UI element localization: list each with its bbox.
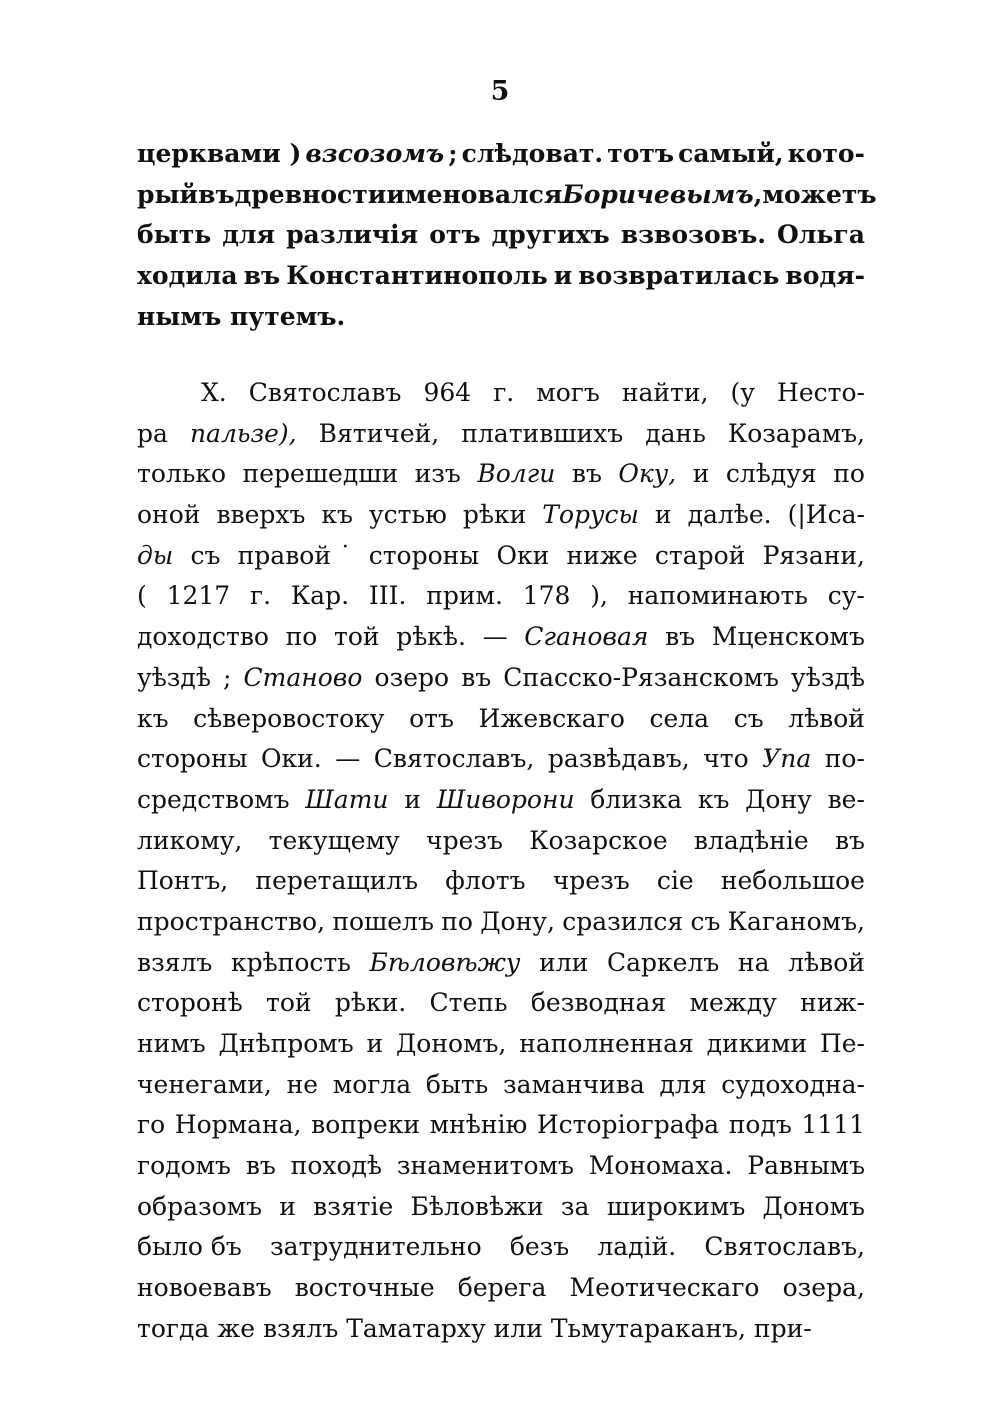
word: новоевавъ xyxy=(137,1273,272,1303)
word: быть xyxy=(137,220,212,250)
word: (|Иса- xyxy=(787,500,865,530)
word: взялъ xyxy=(262,1313,339,1343)
word: вопреки xyxy=(311,1110,421,1140)
word: съ xyxy=(190,540,221,570)
word: лѣвой xyxy=(788,703,865,733)
word: взятіе xyxy=(313,1191,394,1221)
word: подъ xyxy=(728,1110,792,1140)
word: можетъ xyxy=(762,179,877,209)
word: рѣкѣ. xyxy=(396,622,466,652)
word: 1217 xyxy=(166,581,231,611)
word: безводная xyxy=(530,988,667,1018)
word: въ xyxy=(198,179,235,209)
word: Равнымъ xyxy=(747,1151,865,1181)
word: взвозовъ. xyxy=(620,220,766,250)
text-line xyxy=(137,373,865,414)
text-line xyxy=(137,983,865,1024)
word: или xyxy=(539,947,589,977)
word: Нормана, xyxy=(174,1110,302,1140)
word: Каганомъ, xyxy=(727,906,865,936)
word: заманчива xyxy=(503,1069,645,1099)
word: Понтъ, xyxy=(137,866,229,896)
word: Оку, xyxy=(618,459,677,489)
word: ; xyxy=(223,662,232,692)
word: съ xyxy=(690,906,721,936)
text-line xyxy=(137,1227,865,1268)
word: Козарское xyxy=(529,825,668,855)
text-line xyxy=(137,902,865,943)
word: небольшое xyxy=(720,866,865,896)
text-line xyxy=(137,1187,865,1228)
word: Святославъ, xyxy=(704,1232,865,1262)
word: тогда xyxy=(137,1313,210,1343)
word: ( xyxy=(137,581,147,611)
word: и xyxy=(366,1029,384,1058)
word: берега xyxy=(457,1273,547,1303)
word: сѣверовостоку xyxy=(193,703,385,733)
word: Вятичей, xyxy=(318,418,440,448)
word: старой xyxy=(654,540,746,570)
word: Степь xyxy=(429,988,508,1018)
word: взсозомъ xyxy=(305,139,445,168)
text-line xyxy=(137,536,865,577)
text-line xyxy=(137,1024,865,1065)
word: перетащилъ xyxy=(255,866,419,896)
word: села xyxy=(649,703,710,733)
word: не xyxy=(286,1069,319,1099)
word: къ xyxy=(321,500,353,530)
word: уѣздѣ xyxy=(791,662,865,692)
word: напоминають xyxy=(627,581,808,611)
word: ликому, xyxy=(137,825,243,855)
word: Ольга xyxy=(777,220,865,250)
word: устью xyxy=(368,500,447,530)
word: широкимъ xyxy=(606,1191,746,1221)
word: съ xyxy=(733,703,764,733)
word: Дону, xyxy=(480,906,555,936)
word: между xyxy=(689,988,777,1018)
word: ды xyxy=(137,540,174,570)
word: уѣздѣ xyxy=(137,662,211,692)
word: ; xyxy=(448,139,458,168)
word: Волги xyxy=(477,459,556,489)
word: Бѣловѣжу xyxy=(369,947,521,977)
word: Саркелъ xyxy=(607,947,720,977)
word: восточные xyxy=(294,1273,435,1303)
word: флотъ xyxy=(445,866,526,896)
word: стороны xyxy=(368,540,480,570)
word: Меотическаго xyxy=(569,1273,760,1303)
word: оной xyxy=(137,500,201,530)
text-line xyxy=(137,495,865,536)
text-line xyxy=(137,1105,865,1146)
word: Шати xyxy=(305,784,389,814)
word: различія xyxy=(286,220,419,250)
word: было бъ xyxy=(137,1232,242,1262)
word: возвратилась xyxy=(578,261,780,291)
word: лѣвой xyxy=(788,947,865,977)
word: средствомъ xyxy=(137,784,290,814)
word: — xyxy=(335,744,361,774)
word: безъ xyxy=(509,1232,570,1262)
text-line xyxy=(137,1268,865,1309)
word: Дономъ xyxy=(762,1191,865,1221)
word: платившихъ xyxy=(461,418,624,448)
text-line xyxy=(137,1146,865,1187)
word: на xyxy=(737,947,770,977)
word: су- xyxy=(827,581,865,611)
word: въ xyxy=(461,662,492,692)
word: ), xyxy=(590,581,608,611)
word: Станово xyxy=(243,662,363,692)
word: — xyxy=(482,622,508,652)
word: нимъ xyxy=(137,1029,206,1058)
text-line xyxy=(137,658,865,699)
word: наполненная xyxy=(519,1029,694,1058)
word: X. xyxy=(201,378,227,407)
text-line xyxy=(137,215,865,256)
word: Святославъ, xyxy=(373,744,535,774)
word: слѣдуя xyxy=(725,459,817,489)
word: другихъ xyxy=(491,220,610,250)
word: Днѣпромъ xyxy=(218,1029,354,1058)
word: Мценскомъ xyxy=(711,622,865,652)
word: крѣпость xyxy=(230,947,351,977)
text-line xyxy=(137,1065,865,1106)
word: развѣдавъ, xyxy=(547,744,690,774)
word: перешедши xyxy=(242,459,399,489)
text-line xyxy=(137,175,877,216)
word: дань xyxy=(645,418,706,448)
word: по xyxy=(833,459,865,489)
word: пальзе), xyxy=(189,418,297,448)
word: Тьмутараканъ, xyxy=(550,1313,746,1343)
text-line xyxy=(137,454,865,495)
text-line xyxy=(137,821,865,862)
word: судоходна- xyxy=(721,1069,865,1099)
text-line xyxy=(137,780,865,821)
word: пошелъ xyxy=(332,906,434,936)
word: именовался xyxy=(386,179,563,209)
word: сторонѣ xyxy=(137,988,243,1018)
text-line xyxy=(137,134,865,175)
word: той xyxy=(333,622,380,652)
word: Святославъ xyxy=(248,378,402,407)
word: рѣки. xyxy=(334,988,407,1018)
text-line xyxy=(137,1309,865,1350)
word: III. xyxy=(368,581,407,611)
word: церквами ) xyxy=(137,139,302,168)
word: къ xyxy=(697,784,730,814)
word: и xyxy=(553,261,573,291)
word: или xyxy=(493,1313,543,1343)
word: текущему xyxy=(268,825,400,855)
word: отъ xyxy=(429,220,481,250)
word: ченегами, xyxy=(137,1069,272,1099)
word: Козарамъ, xyxy=(727,418,865,448)
word: Константинополь xyxy=(286,261,548,291)
word: Спасско-Рязанскомъ xyxy=(503,662,779,692)
word: ра xyxy=(137,418,168,448)
word: что xyxy=(703,744,749,774)
word: взялъ xyxy=(137,947,213,977)
word: найти, xyxy=(621,378,709,407)
word: доходство xyxy=(137,622,269,652)
word: далѣе. xyxy=(687,500,772,530)
word: и xyxy=(279,1191,296,1221)
word: Ижевскаго xyxy=(478,703,625,733)
word: озера, xyxy=(782,1273,865,1303)
word: ладій. xyxy=(597,1232,677,1262)
text-line xyxy=(137,256,865,297)
word: по- xyxy=(824,744,865,774)
word: для xyxy=(659,1069,707,1099)
word: сіе xyxy=(656,866,694,896)
word: въ xyxy=(571,459,602,489)
word: могла xyxy=(332,1069,412,1099)
word: и xyxy=(654,500,672,530)
word: Оки. xyxy=(261,744,322,774)
word: Упа xyxy=(762,744,812,774)
text-line xyxy=(137,699,865,740)
word: нымъ путемъ. xyxy=(137,301,346,331)
word: тотъ xyxy=(607,139,675,168)
word: той xyxy=(266,988,312,1018)
word: въ xyxy=(245,1151,276,1181)
word: кото- xyxy=(787,139,865,168)
word: ходила xyxy=(137,261,238,291)
word: только xyxy=(137,459,227,489)
word: древности xyxy=(234,179,387,209)
word: владѣніе xyxy=(693,825,809,855)
paragraph-1 xyxy=(137,134,877,337)
word: въ xyxy=(243,261,281,291)
text-line xyxy=(137,861,865,902)
word: въ xyxy=(834,825,865,855)
word: стороны xyxy=(137,744,248,774)
word: близка xyxy=(590,784,683,814)
word: Оки xyxy=(496,540,550,570)
word: Бѣловѣжи xyxy=(410,1191,544,1221)
page-number: 5 xyxy=(490,76,510,107)
word: ниж- xyxy=(800,988,865,1018)
word: быть xyxy=(425,1069,489,1099)
word: за xyxy=(560,1191,590,1221)
word: въ xyxy=(665,622,696,652)
text-line xyxy=(137,414,865,455)
word: отъ xyxy=(409,703,454,733)
word: Рязани, xyxy=(762,540,865,570)
word: къ xyxy=(137,703,169,733)
word: Боричевымъ xyxy=(562,179,754,209)
word: пространство, xyxy=(137,906,326,936)
word: походѣ xyxy=(290,1151,382,1181)
word: вверхъ xyxy=(216,500,306,530)
word: дикими xyxy=(706,1029,808,1058)
word: Исторіографа xyxy=(536,1110,720,1140)
word: Кар. xyxy=(290,581,350,611)
word: Таматарху xyxy=(346,1313,486,1343)
word: , xyxy=(753,179,763,209)
word: Сгановая xyxy=(524,622,649,652)
word: рый xyxy=(137,179,199,209)
text-line xyxy=(137,297,865,338)
word: го xyxy=(137,1110,166,1140)
word: Нестo- xyxy=(777,378,865,407)
word: г. xyxy=(249,581,272,611)
text-line xyxy=(137,739,865,780)
word: образомъ xyxy=(137,1191,263,1221)
word: по xyxy=(285,622,318,652)
word: по xyxy=(441,906,473,936)
word: рѣки xyxy=(462,500,527,530)
word: изъ xyxy=(414,459,461,489)
word: слѣдоват. xyxy=(461,139,604,168)
word: Мономаха. xyxy=(588,1151,733,1181)
text-line xyxy=(137,943,865,984)
word: ве- xyxy=(827,784,865,814)
word: водя- xyxy=(785,261,865,291)
word: чрезъ xyxy=(552,866,630,896)
word: г. xyxy=(493,378,515,407)
word: 964 xyxy=(423,378,472,407)
word: же xyxy=(217,1313,256,1343)
word: самый, xyxy=(678,139,784,168)
word: для xyxy=(222,220,276,250)
word: 1111 xyxy=(801,1110,865,1140)
word: мнѣнію xyxy=(429,1110,528,1140)
word: годомъ xyxy=(137,1151,231,1181)
word: ниже xyxy=(566,540,638,570)
word: 178 xyxy=(522,581,571,611)
word: и xyxy=(692,459,710,489)
word: чрезъ xyxy=(426,825,503,855)
word: прим. xyxy=(426,581,503,611)
text-line xyxy=(137,576,865,617)
word: затруднительно xyxy=(269,1232,482,1262)
word: могъ xyxy=(536,378,600,407)
word: Шиворони xyxy=(436,784,575,814)
word: сразился xyxy=(562,906,684,936)
word: озеро xyxy=(374,662,450,692)
word: и xyxy=(404,784,421,814)
word: при- xyxy=(753,1313,812,1343)
word: Дону xyxy=(745,784,812,814)
word: правой ˙ xyxy=(237,540,352,570)
word: Торусы xyxy=(542,500,639,530)
text-line xyxy=(137,617,865,658)
word: (у xyxy=(730,378,755,407)
word: Пе- xyxy=(819,1029,865,1058)
word: Дономъ, xyxy=(395,1029,507,1058)
paragraph-2 xyxy=(137,373,865,1350)
word: знаменитомъ xyxy=(396,1151,574,1181)
